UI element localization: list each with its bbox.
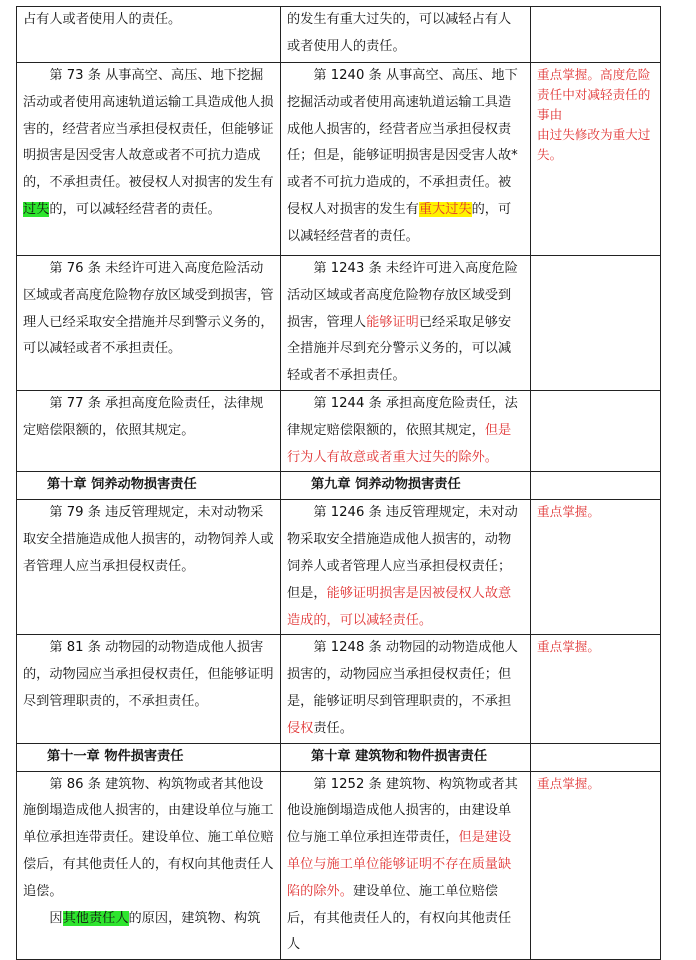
old-chapter-heading: 第十章 饲养动物损害责任 xyxy=(17,472,281,500)
article-1252-text: 第 1252 条 建筑物、构筑物或者其他设施倒塌造成他人损害的，由建设单位与施工单位承担连带责任，但是建设单位与施工单位能够证明不存在质量缺陷的除外。建设单位、施工单位赔偿后，有其他责任人的，有权向其他责任人 xyxy=(287,776,518,953)
red-amendment: 能够证明 xyxy=(366,314,419,330)
highlight-zhongda-guoshi: 重大过失 xyxy=(418,201,472,217)
article-1248-text: 第 1248 条 动物园的动物造成他人损害的，动物园应当承担侵权责任；但是，能够证明尽到管理职责的，不承担侵权责任。 xyxy=(287,640,518,736)
new-chapter-heading: 第九章 饲养动物损害责任 xyxy=(281,472,531,500)
new-law-cell xyxy=(281,256,531,391)
chapter-header-row xyxy=(17,472,661,500)
highlight-other-party: 其他责任人 xyxy=(62,910,129,926)
red-amendment: 能够证明损害是因被侵权人故意造成的，可以减轻责任。 xyxy=(287,585,512,628)
new-law-cell xyxy=(281,390,531,471)
article-1246-text: 第 1246 条 违反管理规定，未对动物采取安全措施造成他人损害的，动物饲养人或者管理人应当承担侵权责任；但是，能够证明损害是因被侵权人故意造成的，可以减轻责任。 xyxy=(287,505,518,628)
note-cell xyxy=(531,771,661,960)
article-86-text: 第 86 条 建筑物、构筑物或者其他设施倒塌造成他人损害的，由建设单位与施工单位承担连带责任。建设单位、施工单位赔偿后，有其他责任人的，有权向其他责任人追偿。 xyxy=(23,776,274,899)
note-cell xyxy=(531,500,661,635)
table-row xyxy=(17,390,661,471)
chapter-header-row xyxy=(17,743,661,771)
article-86-continuation: 因其他责任人的原因，建筑物、构筑 xyxy=(49,910,261,926)
note-cell xyxy=(531,390,661,471)
note-text: 重点掌握。 xyxy=(537,504,600,520)
old-law-cell xyxy=(17,256,281,391)
note-cell xyxy=(531,635,661,743)
table-row xyxy=(17,63,661,256)
old-law-cell xyxy=(17,771,281,960)
new-law-cell xyxy=(281,7,531,63)
article-1240-text: 第 1240 条 从事高空、高压、地下挖掘活动或者使用高速轨道运输工具造成他人损害的，经营者应当承担侵权责任；但是，能够证明损害是因受害人故*或者不可抗力造成的，不承担责任。被侵权人对损害的发生有重大过失的，可以减轻经营者的责任。 xyxy=(287,68,518,244)
article-1244-text: 第 1244 条 承担高度危险责任，法律规定赔偿限额的，依照其规定，但是行为人有故意或者重大过失的除外。 xyxy=(287,395,518,465)
old-law-cell xyxy=(17,7,281,63)
note-cell xyxy=(531,63,661,256)
new-law-cell xyxy=(281,771,531,960)
new-law-cell xyxy=(281,63,531,256)
new-law-text: 的发生有重大过失的，可以减轻占有人或者使用人的责任。 xyxy=(287,12,512,54)
new-law-cell xyxy=(281,635,531,743)
article-79-text: 第 79 条 违反管理规定，未对动物采取安全措施造成他人损害的，动物饲养人或者管理人应当承担侵权责任。 xyxy=(23,505,274,574)
old-law-cell xyxy=(17,500,281,635)
table-row xyxy=(17,635,661,743)
table-row xyxy=(17,771,661,960)
article-81-text: 第 81 条 动物园的动物造成他人损害的，动物园应当承担侵权责任，但能够证明尽到管理职责的，不承担责任。 xyxy=(23,640,274,709)
note-cell xyxy=(531,472,661,500)
note-text: 重点掌握。 xyxy=(537,639,600,655)
new-law-cell xyxy=(281,500,531,635)
old-law-cell xyxy=(17,63,281,256)
table-row xyxy=(17,256,661,391)
table-row xyxy=(17,500,661,635)
article-73-text: 第 73 条 从事高空、高压、地下挖掘活动或者使用高速轨道运输工具造成他人损害的，经营者应当承担侵权责任，但能够证明损害是因受害人故意或者不可抗力造成的，不承担责任。被侵权人对损害的发生有过失的，可以减轻经营者的责任。 xyxy=(23,68,274,217)
old-law-cell xyxy=(17,635,281,743)
article-1243-text: 第 1243 条 未经许可进入高度危险活动区域或者高度危险物存放区域受到损害，管理人能够证明已经采取足够安全措施并尽到充分警示义务的，可以减轻或者不承担责任。 xyxy=(287,261,518,384)
new-chapter-heading: 第十章 建筑物和物件损害责任 xyxy=(281,743,531,771)
red-amendment: 侵权 xyxy=(287,720,314,736)
table-row xyxy=(17,7,661,63)
red-amendment: 但是建设单位与施工单位能够证明不存在质量缺陷的除外。 xyxy=(287,830,512,899)
note-cell xyxy=(531,7,661,63)
note-text: 重点掌握。高度危险责任中对减轻责任的事由 由过失修改为重大过失。 xyxy=(537,67,651,162)
old-law-cell xyxy=(17,390,281,471)
red-amendment: 但是行为人有故意或者重大过失的除外。 xyxy=(287,422,512,465)
highlight-guoshi: 过失 xyxy=(23,201,50,217)
article-76-text: 第 76 条 未经许可进入高度危险活动区域或者高度危险物存放区域受到损害，管理人已经采取安全措施并尽到警示义务的，可以减轻或者不承担责任。 xyxy=(23,261,274,357)
article-77-text: 第 77 条 承担高度危险责任，法律规定赔偿限额的，依照其规定。 xyxy=(23,395,264,438)
note-cell xyxy=(531,256,661,391)
note-text: 重点掌握。 xyxy=(537,775,600,791)
note-cell xyxy=(531,743,661,771)
old-law-text: 占有人或者使用人的责任。 xyxy=(23,12,182,27)
comparison-table xyxy=(16,6,661,960)
old-chapter-heading: 第十一章 物件损害责任 xyxy=(17,743,281,771)
